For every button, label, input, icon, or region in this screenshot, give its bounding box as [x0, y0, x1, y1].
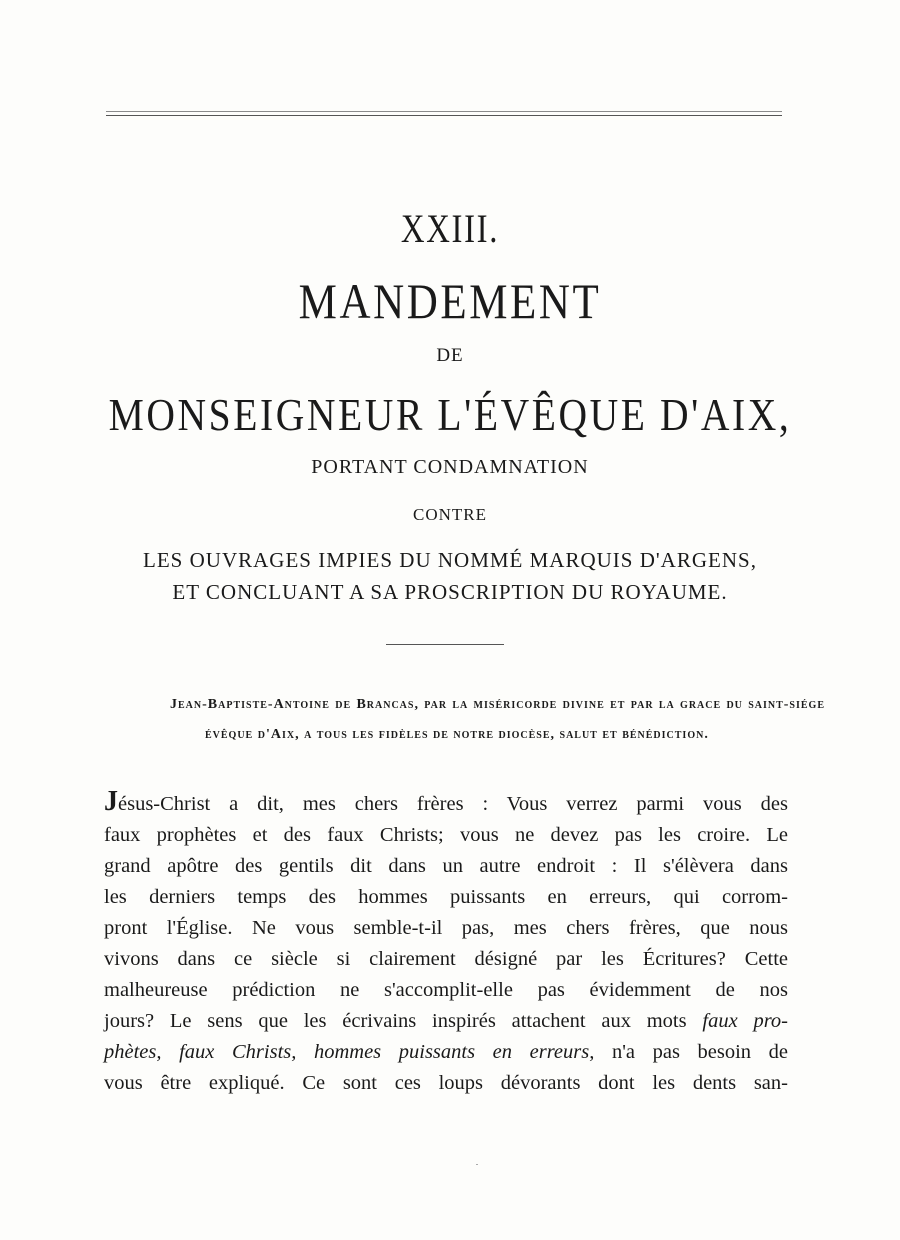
- salutation-line-1: Jean-Baptiste-Antoine de Brancas, par la miséricorde divine: [170, 697, 605, 712]
- body-line-7: malheureuse prédiction ne s'accomplit-elle pas évidemment de nos: [104, 979, 788, 1001]
- italic-quote: phètes, faux Christs, hommes puissants en erreurs,: [104, 1041, 595, 1063]
- body-line-6: vivons dans ce siècle si clairement désigné par les Écritures? Cette: [104, 948, 788, 970]
- body-line-8: jours? Le sens que les écrivains inspirés attachent aux mots faux pro-: [104, 1010, 788, 1032]
- subtitle-contre: CONTRE: [413, 505, 487, 524]
- body-text: [104, 786, 788, 1099]
- document-number: XXIII.: [400, 206, 500, 251]
- body-line-10: vous être expliqué. Ce sont ces loups dévorants dont les dents san-: [104, 1072, 788, 1094]
- page-speck: [476, 1164, 478, 1165]
- subject-line-1: LES OUVRAGES IMPIES DU NOMMÉ MARQUIS D'ARGENS,: [143, 548, 757, 572]
- drop-cap: J: [104, 786, 118, 817]
- subject-line-2: ET CONCLUANT A SA PROSCRIPTION DU ROYAUME.: [172, 580, 728, 604]
- salutation-line-2: et par la grace du saint-siége évêque d'Aix, a tous les: [205, 697, 826, 742]
- body-line-1: Jésus-Christ a dit, mes chers frères : Vous verrez parmi vous des: [104, 786, 788, 817]
- salutation-paragraph: [170, 690, 825, 750]
- body-line-5: pront l'Église. Ne vous semble-t-il pas, mes chers frères, que nous: [104, 917, 788, 939]
- body-line-9: phètes, faux Christs, hommes puissants en erreurs, n'a pas besoin de: [104, 1041, 789, 1063]
- salutation-line-3: fidèles de notre diocèse, salut et bénédiction.: [378, 727, 709, 742]
- top-double-rule: [106, 111, 782, 119]
- section-divider: [386, 644, 504, 645]
- title-connector: DE: [436, 345, 464, 366]
- subtitle-portant: PORTANT CONDAMNATION: [311, 456, 589, 478]
- document-title: MANDEMENT: [298, 273, 602, 329]
- issuing-authority: MONSEIGNEUR L'ÉVÊQUE D'AIX,: [108, 389, 792, 440]
- body-line-2: faux prophètes et des faux Christs; vous ne devez pas les croire. Le: [104, 824, 788, 846]
- italic-quote: faux pro-: [702, 1010, 788, 1032]
- body-line-4: les derniers temps des hommes puissants en erreurs, qui corrom-: [104, 886, 788, 908]
- body-line-3: grand apôtre des gentils dit dans un autre endroit : Il s'élèvera dans: [104, 855, 788, 877]
